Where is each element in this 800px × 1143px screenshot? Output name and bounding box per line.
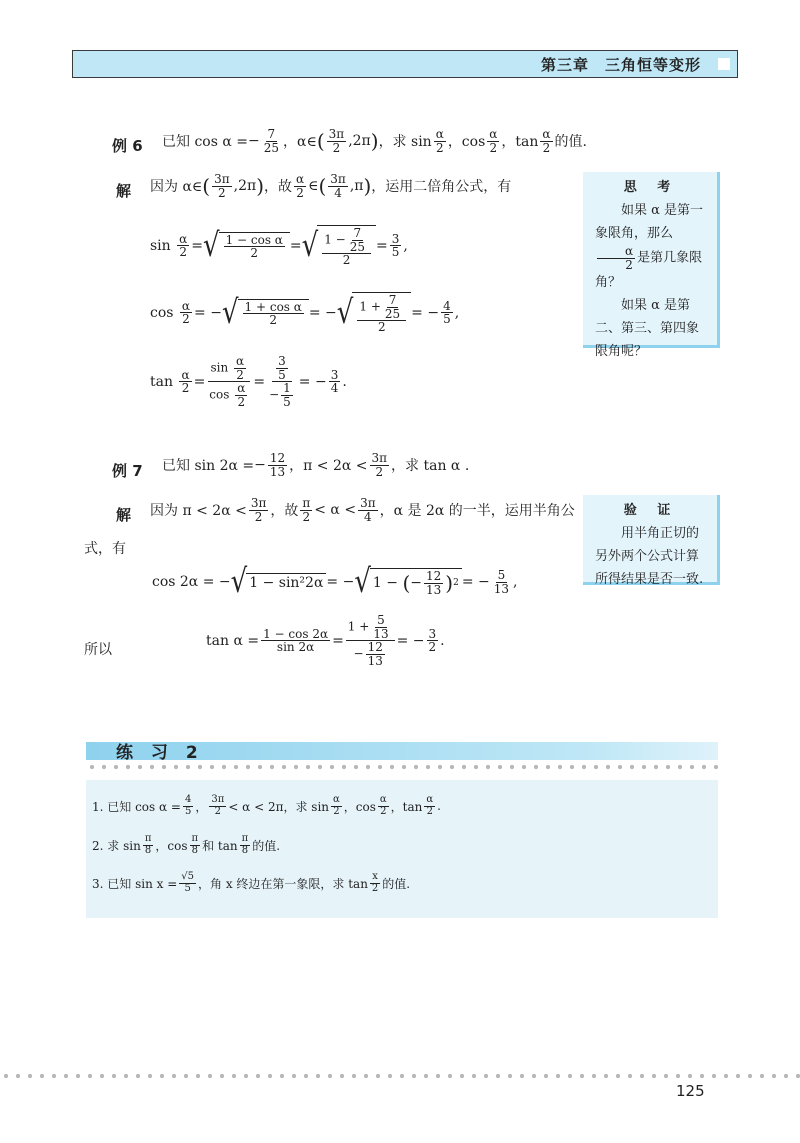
example-7-solution-intro: 因为 π < 2α < $\frac{3\pi}{2}$ ，故 $\frac{\pi}{2}$ < α < $\frac{3\pi}{4}$ ，α 是 2α 的一半，运用半角公 xyxy=(150,496,575,524)
exercise-item-2: 2. 求 sin $\frac{\pi}{8}$ ，cos $\frac{\pi}{8}$ 和 tan $\frac{\pi}{8}$ 的值. xyxy=(92,833,281,856)
example-6-cos-line: cos $\frac{\alpha}{2}$ = − √ $\frac{\text{1 + cos α}}{2}$ = − √ 1 + $\frac{7}{25}$ 2 = − $\frac{4}{5}$ , xyxy=(150,293,460,335)
exercise-item-3: 3. 已知 sin x = $\frac{√5}{5}$ ，角 x 终边在第一象限，求 tan $\frac{x}{2}$ 的值. xyxy=(92,871,411,894)
example-7-solution-label: 解 xyxy=(116,506,132,524)
think-question-1: 如果 α 是第一象限角，那么 $\frac{\alpha}{2}$ 是第几象限角？ xyxy=(595,203,704,291)
exercise-title: 练 习 2 xyxy=(116,743,204,763)
example-7-problem: 已知 sin 2α = − $\frac{12}{13}$ ，π < 2α < $\frac{3\pi}{2}$ ，求 tan α . xyxy=(162,451,470,479)
think-question-2: 如果 α 是第二、第三、第四象限角呢？ xyxy=(595,298,700,360)
example-6-sin-line: sin $\frac{\alpha}{2}$ = √ $\frac{\text{1 − cos α}}{2}$ = √ 1 − $\frac{7}{25}$ 2 = $\frac{3}{5}$ , xyxy=(150,226,408,268)
example-6-solution-intro: 因为 α∈ ( $\frac{3\pi}{2}$ , 2π ) ，故 $\frac{\alpha}{2}$ ∈ ( $\frac{3\pi}{4}$ , π ) ，运用二倍角公式，有 xyxy=(150,172,512,200)
exercise-item-1: 1. 已知 cos α = $\frac{4}{5}$ ， $\frac{3\pi}{2}$ < α < 2π，求 sin $\frac{\alpha}{2}$ ，cos $\frac{\alpha}{2}$ ，tan $\frac{\alpha}{2}$ . xyxy=(92,794,441,817)
example-6-label: 例 6 xyxy=(112,137,143,155)
verify-title: 验 证 xyxy=(623,503,679,518)
example-6-problem: 已知 cos α = − $\frac{7}{25}$ ，α∈ ( $\frac{3\pi}{2}$ , 2π ) ，求 sin $\frac{\alpha}{2}$ ，cos $\frac{\alpha}{2}$ ，tan $\frac{\alpha}{2}$ 的值. xyxy=(162,127,587,155)
example-6-solution-label: 解 xyxy=(116,182,132,200)
verify-sidebar xyxy=(583,495,720,585)
dotted-divider xyxy=(86,764,718,770)
verify-body: 用半角正切的另外两个公式计算所得结果是否一致. xyxy=(595,526,704,587)
therefore-label: 所以 xyxy=(84,642,112,658)
example-7-label: 例 7 xyxy=(112,462,143,480)
example-7-solution-continued: 式，有 xyxy=(84,541,126,557)
chapter-title: 第三章 三角恒等变形 xyxy=(540,56,701,74)
footer-dotted-line xyxy=(0,1073,800,1079)
chapter-header xyxy=(72,50,738,78)
think-title: 思 考 xyxy=(623,180,679,195)
header-corner-mark xyxy=(717,57,731,71)
example-6-tan-line: tan $\frac{\alpha}{2}$ = sin $\frac{\alpha}{2}$ cos $\frac{\alpha}{2}$ = $\frac{3}{5}$ − $\frac{1}{5}$ = − $\frac{3}{4}$ . xyxy=(150,354,347,409)
example-7-tan-line: tan α = $\frac{1 - \cos 2\alpha}{\sin 2\alpha}$ = 1 + $\frac{5}{13}$ − $\frac{12}{13}$ = − $\frac{3}{2}$ . xyxy=(206,613,445,668)
page-number: 125 xyxy=(676,1082,705,1100)
example-7-cos-line: cos 2α = − √ 1 − sin²2α = − √ 1 − ( − $\frac{12}{13}$ ) 2 = − $\frac{5}{13}$ , xyxy=(152,563,518,601)
think-sidebar xyxy=(583,172,720,360)
